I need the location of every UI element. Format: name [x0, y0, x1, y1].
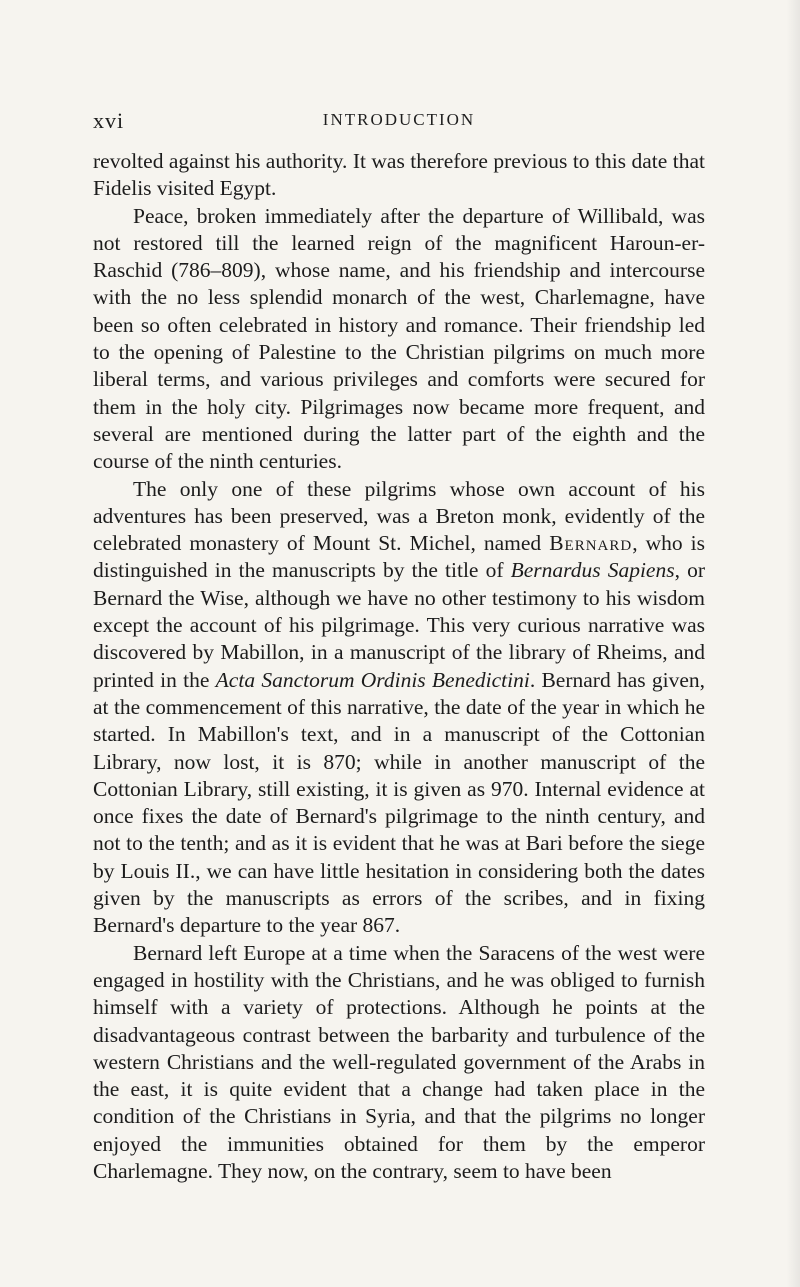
- paragraph-3-text-a: The only one of these pilgrims whose own account of his adventures has been preserved, was a Breton monk, evidently of the celebrated monastery of Mount St. Michel, named: [93, 476, 705, 556]
- page-number: xvi: [93, 108, 125, 133]
- title-bernardus-sapiens: Bernardus Sapiens: [510, 558, 675, 583]
- page-header: [93, 108, 705, 138]
- body-text: [93, 148, 705, 1185]
- paragraph-3-text-b: , who is distinguished in the manuscripts by the title of: [93, 531, 705, 583]
- name-bernard: Bernard: [549, 531, 633, 556]
- paragraph-3-text-c: , or Bernard the Wise, although we have no other testimony to his wisdom except the account of his pilgrimage. This very curious narrative was discovered by Mabillon, in a manuscript of the library of Rheims, and printed in the: [93, 558, 705, 692]
- running-head: INTRODUCTION: [322, 110, 476, 129]
- paragraph-4: Bernard left Europe at a time when the Saracens of the west were engaged in hostility with the Christians, and he was obliged to furnish himself with a variety of protections. Although he points at the disadvantageous contrast between the barbarity and turbulence of the western Christians and the well-regulated government of the Arabs in the east, it is quite evident that a change had taken place in the condition of the Christians in Syria, and that the pilgrims no longer enjoyed the immunities obtained for them by the emperor Charlemagne. They now, on the contrary, seem to have been: [93, 940, 705, 1183]
- paragraph-2: Peace, broken immediately after the departure of Willibald, was not restored till the learned reign of the magnificent Haroun-er-Raschid (786–809), whose name, and his friendship and intercourse with the no less splendid monarch of the west, Charlemagne, have been so often celebrated in history and romance. Their friendship led to the opening of Palestine to the Christian pilgrims on much more liberal terms, and various privileges and comforts were secured for them in the holy city. Pilgrimages now became more frequent, and several are mentioned during the latter part of the eighth and the course of the ninth centuries.: [93, 203, 705, 474]
- page-edge-shadow: [786, 0, 800, 1287]
- paragraph-3-text-d: . Bernard has given, at the commencement of this narrative, the date of the year in which he started. In Mabillon's text, and in a manuscript of the Cottonian Library, now lost, it is 870; while in another manuscript of the Cottonian Library, still existing, it is given as 970. Internal evidence at once fixes the date of Bernard's pilgrimage to the ninth century, and not to the tenth; and as it is evident that he was at Bari before the siege by Louis II., we can have little hesitation in considering both the dates given by the manuscripts as errors of the scribes, and in fixing Bernard's departure to the year 867.: [93, 667, 706, 938]
- paragraph-1: revolted against his authority. It was therefore previous to this date that Fidelis visited Egypt.: [93, 149, 705, 201]
- paragraph-3: [93, 476, 705, 940]
- title-acta-sanctorum: Acta Sanctorum Ordinis Benedictini: [215, 667, 530, 692]
